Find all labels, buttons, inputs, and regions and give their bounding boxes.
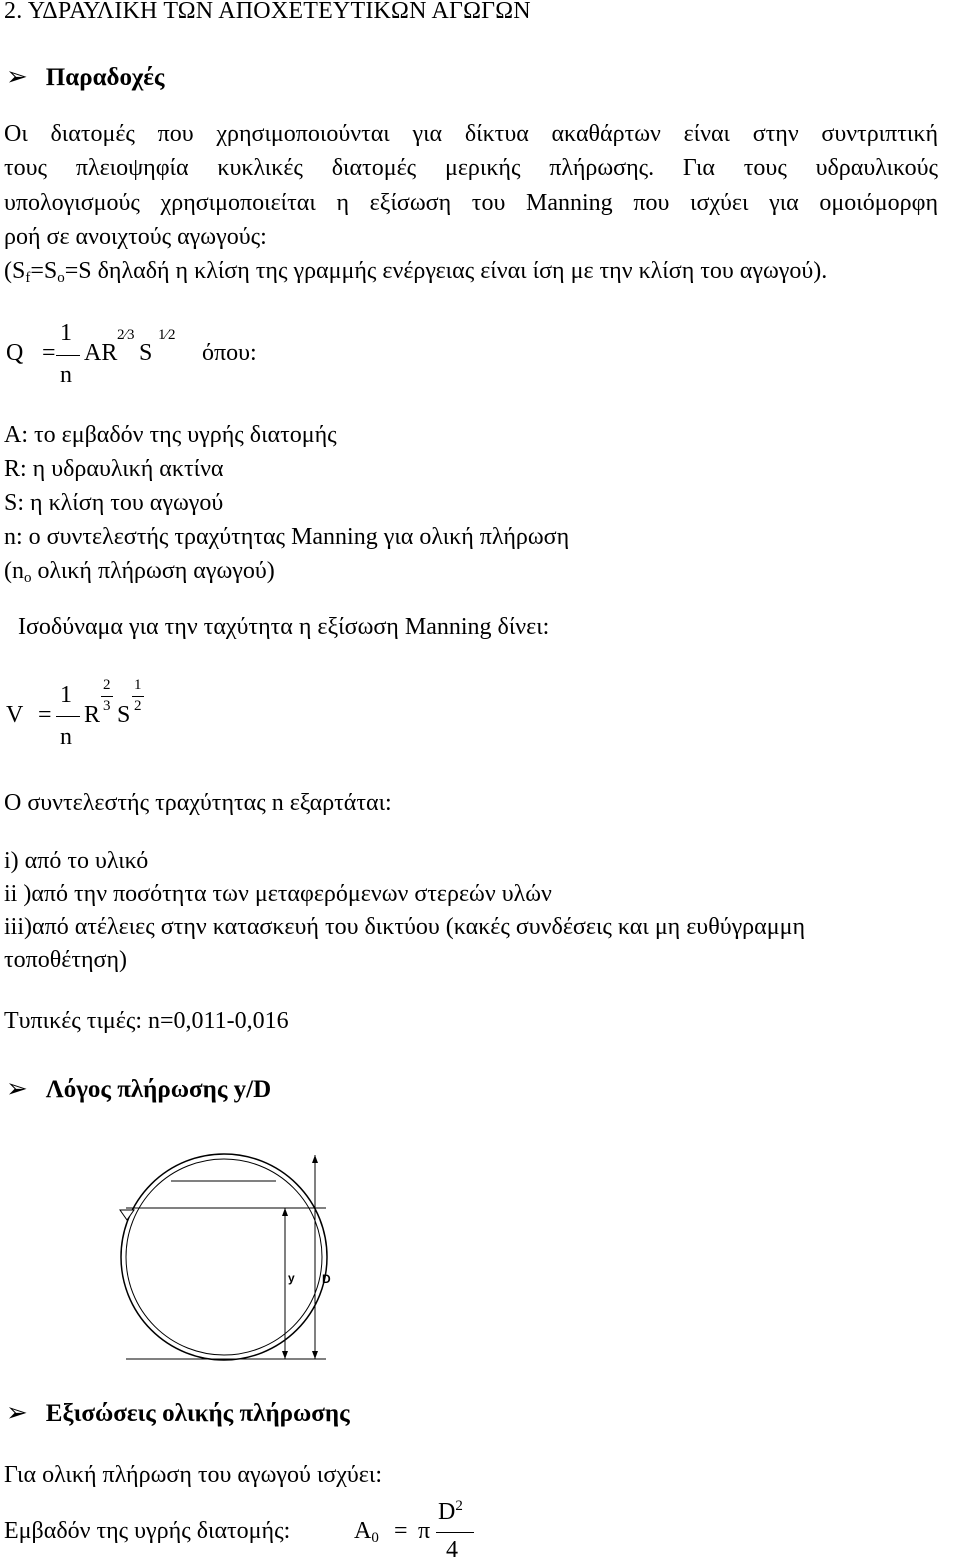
definition-item [4,558,275,585]
text: ολική πλήρωση αγωγού) [31,558,275,584]
superscript: 2 [455,1498,463,1514]
arrow-up-icon [282,1208,288,1216]
exponent-numerator: 2 [103,677,111,693]
text: A [354,1518,372,1544]
eq-s: S [117,702,131,728]
eq-lhs [354,1518,379,1545]
definition-item: S: η κλίση του αγωγού [4,490,224,516]
exponent-numerator: 1 [134,677,142,693]
eq-ar: AR [84,340,118,366]
factor-item: iii)από ατέλειες στην κατασκευή του δικτύου (κακές συνδέσεις και μη ευθύγραμμη [4,914,806,940]
section-paradoxes [6,62,164,92]
eq-lhs: Q [6,340,24,366]
label-y: y [288,1271,295,1285]
paragraph-line: τους πλειοψηφία κυκλικές διατομές μερικής πλήρωσης. Για τους υδραυλικούς [4,155,938,181]
arrow-up-icon [312,1155,318,1163]
factor-item: τοποθέτηση) [4,947,128,973]
section-full-flow [6,1398,350,1428]
arrow-down-icon [312,1351,318,1359]
eq-s: S [139,340,153,366]
section-fill-ratio [6,1074,271,1104]
eq-lhs: V [6,702,24,728]
fraction-denominator: 4 [446,1537,458,1563]
fraction-denominator: n [60,724,72,750]
text: (S [4,258,26,284]
fraction-denominator: n [60,362,72,388]
roughness-intro: Ο συντελεστής τραχύτητας n εξαρτάται: [4,790,392,816]
eq-equals: = [42,340,56,366]
subscript: o [24,570,32,586]
full-flow-text: Για ολική πλήρωση του αγωγού ισχύει: [4,1462,382,1488]
paragraph-line: Οι διατομές που χρησιμοποιούνται για δίκτυα ακαθάρτων είναι στην συντριπτική [4,121,938,147]
exponent-denominator: 2 [134,698,142,714]
subscript: f [25,270,31,286]
eq-equals: = [38,702,52,728]
equivalent-text: Ισοδύναμα για την ταχύτητα η εξίσωση Manning δίνει: [18,614,550,640]
eq-suffix: όπου: [202,340,257,366]
subscript: 0 [371,1530,379,1546]
text: =S [30,258,58,284]
definition-item: R: η υδραυλική ακτίνα [4,456,224,482]
section-heading: Παραδοχές [45,64,165,91]
text: =S δηλαδή η κλίση της γραμμής ενέργειας είναι ίση με την κλίση του αγωγού). [64,258,828,284]
factor-item: ii )από την ποσότητα των μεταφερόμενων στερεών υλών [4,881,552,907]
fraction-numerator [438,1498,463,1526]
area-label: Εμβαδόν της υγρής διατομής: [4,1518,291,1544]
eq-r: R [84,702,101,728]
definition-item: A: το εμβαδόν της υγρής διατομής [4,422,337,448]
section-heading: Εξισώσεις ολικής πλήρωσης [45,1400,350,1427]
arrowhead-bullet-icon: ➢ [6,1074,28,1103]
section-heading: Λόγος πλήρωσης y/D [45,1076,272,1103]
condition-line [4,254,827,289]
subscript: o [57,270,65,286]
arrow-down-icon [282,1351,288,1359]
exponent-denominator: 3 [103,698,111,714]
paragraph-line: υπολογισμούς χρησιμοποιείται η εξίσωση του Manning που ισχύει για ομοιόμορφη [4,190,938,216]
text: (n [4,558,24,584]
fraction-bar [56,716,80,717]
paragraph-line: ροή σε ανοιχτούς αγωγούς: [4,224,267,250]
text: D [438,1499,456,1525]
fraction-bar [436,1532,474,1533]
fraction-numerator: 1 [60,320,72,346]
fraction-numerator: 1 [60,682,72,708]
pipe-outer-circle [121,1154,327,1360]
label-d: D [322,1272,331,1286]
pipe-inner-circle [126,1159,322,1355]
water-level-triangle-icon [120,1210,134,1220]
arrowhead-bullet-icon: ➢ [6,1398,28,1427]
fraction-bar [56,355,80,356]
exponent-one-half: 1⁄2 [158,327,176,343]
exponent-two-thirds: 2⁄3 [117,327,135,343]
exponent-bar [132,696,144,697]
exponent-bar [101,696,113,697]
pi-symbol: π [418,1518,431,1544]
eq-equals: = [394,1518,408,1544]
typical-values: Τυπικές τιμές: n=0,011-0,016 [4,1008,289,1034]
arrowhead-bullet-icon: ➢ [6,62,28,91]
definition-item: n: ο συντελεστής τραχύτητας Manning για ολική πλήρωση [4,524,570,550]
page-title: 2. ΥΔΡΑΥΛΙΚΗ ΤΩΝ ΑΠΟΧΕΤΕΥΤΙΚΩΝ ΑΓΩΓΩΝ [4,0,531,24]
factor-item: i) από το υλικό [4,848,149,874]
pipe-cross-section-diagram [100,1150,360,1385]
